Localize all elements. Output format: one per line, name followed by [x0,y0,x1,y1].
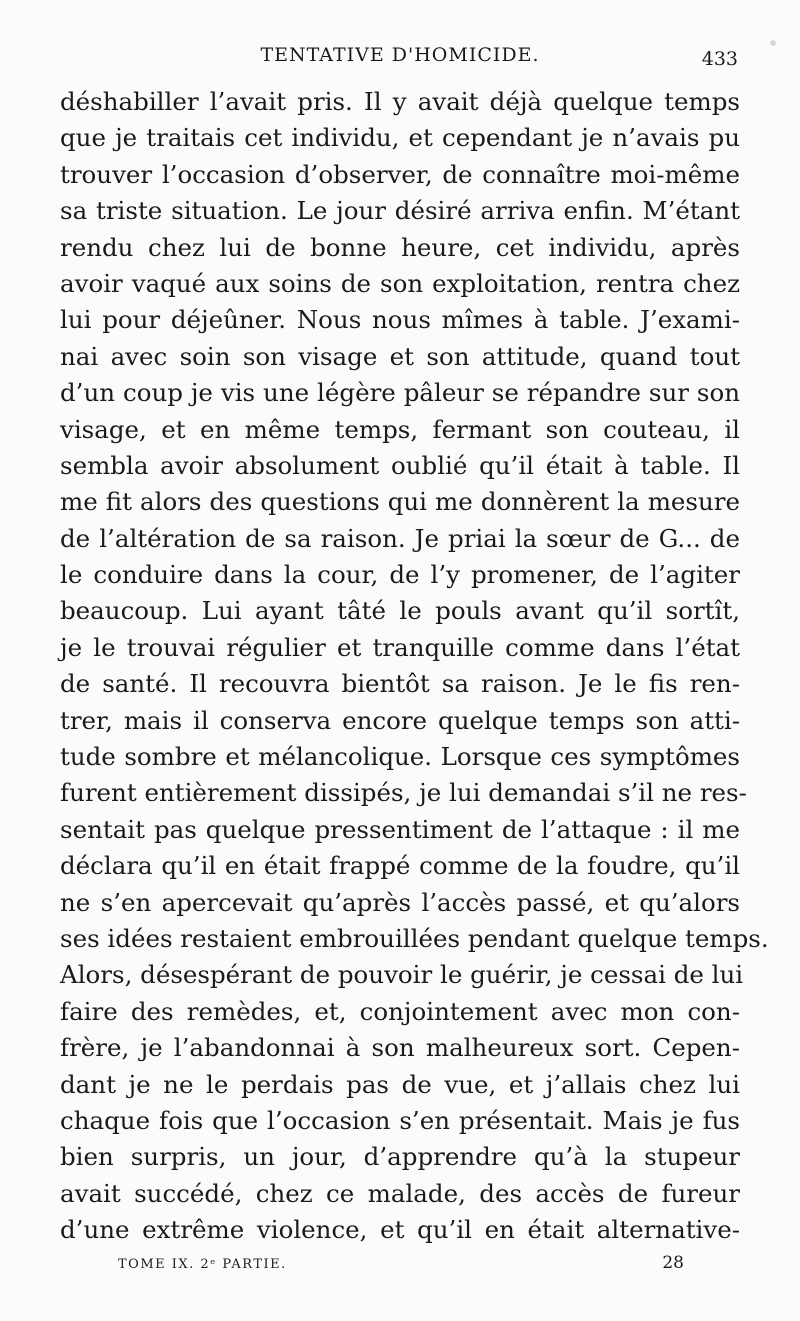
text-line: tude sombre et mélancolique. Lorsque ces symptômes [60,742,740,772]
text-line: visage, et en même temps, fermant son couteau, il [60,414,740,444]
text-line: avait succédé, chez ce malade, des accès de fureur [60,1178,740,1208]
volume-signature: TOME IX. 2ᵉ PARTIE. [118,1257,287,1272]
page-number: 433 [701,48,738,70]
text-line: frère, je l’abandonnai à son malheureux sort. Cepen- [60,1033,740,1063]
running-title: TENTATIVE D'HOMICIDE. [260,44,540,66]
signature-number: 28 [662,1253,684,1273]
text-line: bien surpris, un jour, d’apprendre qu’à la stupeur [60,1142,740,1172]
text-line: sentait pas quelque pressentiment de l’attaque : il me [60,814,740,844]
text-line: me fit alors des questions qui me donnèrent la mesure [60,487,740,517]
text-line: chaque fois que l’occasion s’en présentait. Mais je fus [60,1105,740,1135]
page-footer [118,1253,684,1283]
page-header [62,40,738,74]
text-line: sembla avoir absolument oublié qu’il était à table. Il [60,450,740,480]
text-line: que je traitais cet individu, et cependant je n’avais pu [60,123,740,153]
text-line: déclara qu’il en était frappé comme de la foudre, qu’il [60,851,740,881]
body-text [60,84,769,1249]
paper-speck [770,40,776,46]
text-line: de santé. Il recouvra bientôt sa raison. Je le fis ren- [60,669,740,699]
text-line: ses idées restaient embrouillées pendant quelque temps. [60,923,769,953]
text-line: d’un coup je vis une légère pâleur se répandre sur son [60,378,740,408]
text-line: Alors, désespérant de pouvoir le guérir, je cessai de lui [60,960,744,990]
text-line: de l’altération de sa raison. Je priai la sœur de G... de [60,523,740,553]
text-line: je le trouvai régulier et tranquille comme dans l’état [60,632,740,662]
text-line: avoir vaqué aux soins de son exploitation, rentra chez [60,268,740,298]
text-line: trer, mais il conserva encore quelque temps son atti- [60,705,740,735]
text-line: sa triste situation. Le jour désiré arriva enfin. M’étant [60,196,740,226]
text-line: le conduire dans la cour, de l’y promener, de l’agiter [60,560,740,590]
text-line: rendu chez lui de bonne heure, cet individu, après [60,232,740,262]
text-line: furent entièrement dissipés, je lui demandai s’il ne res- [60,778,747,808]
text-line: ne s’en apercevait qu’après l’accès passé, et qu’alors [60,887,740,917]
text-line: déshabiller l’avait pris. Il y avait déjà quelque temps [60,87,740,116]
text-line: lui pour déjeûner. Nous nous mîmes à table. J’exami- [60,305,740,335]
text-line: faire des remèdes, et, conjointement avec mon con- [60,996,740,1026]
text-line: d’une extrême violence, et qu’il en était alternative- [60,1215,740,1245]
text-line: nai avec soin son visage et son attitude, quand tout [60,341,740,371]
text-line: trouver l’occasion d’observer, de connaître moi-même [60,159,740,189]
text-line: beaucoup. Lui ayant tâté le pouls avant qu’il sortît, [60,596,740,626]
text-line: dant je ne le perdais pas de vue, et j’allais chez lui [60,1069,740,1099]
